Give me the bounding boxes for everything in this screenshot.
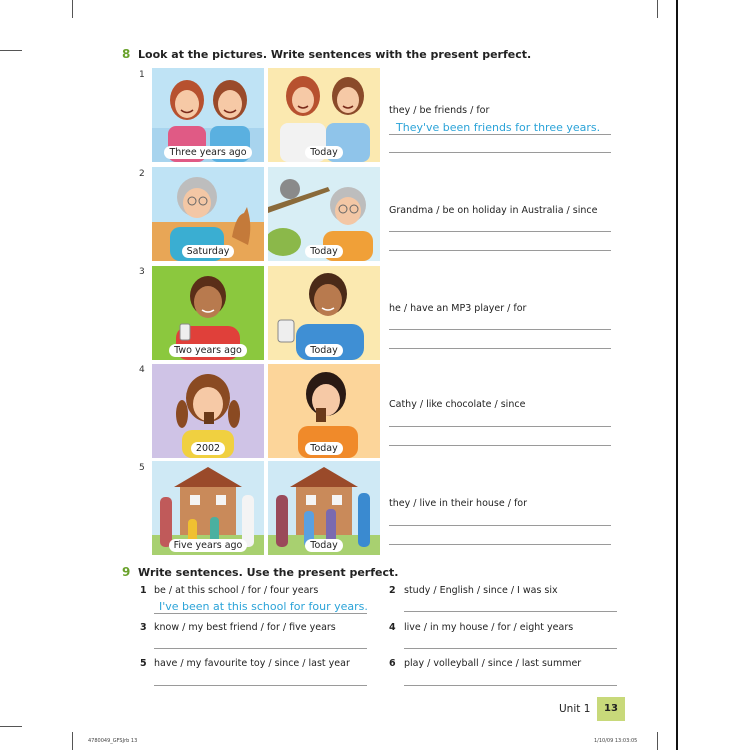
answer-line[interactable] [154,648,367,649]
item-number: 4 [389,622,396,633]
item-number: 5 [140,658,147,669]
answer-line[interactable] [389,152,611,153]
page-number: 13 [597,697,625,721]
exercise-9-item: play / volleyball / since / last summer [404,658,582,669]
picture-caption: Today [305,245,342,258]
answer-line[interactable] [389,544,611,545]
item-number: 6 [389,658,396,669]
picture-cathy-2002 [152,364,264,458]
answer-line[interactable] [154,685,367,686]
picture-boy-today [268,266,380,360]
picture-caption: Three years ago [164,146,251,159]
exercise-8-answer: They've been friends for three years. [396,121,601,134]
exercise-9-instruction: Write sentences. Use the present perfect. [138,566,399,579]
crop-mark [0,726,22,727]
picture-family-today [268,461,380,555]
exercise-9-item: live / in my house / for / eight years [404,622,574,633]
row-number: 2 [139,169,145,179]
answer-line[interactable] [389,426,611,427]
item-number: 2 [389,585,396,596]
row-number: 4 [139,365,145,375]
crop-mark [657,732,658,750]
exercise-9-item: study / English / since / I was six [404,585,558,596]
answer-line[interactable] [389,445,611,446]
picture-boy-two-years-ago [152,266,264,360]
exercise-8-prompt: they / live in their house / for [389,498,528,509]
answer-line[interactable] [389,329,611,330]
row-number: 1 [139,70,145,80]
picture-caption: Five years ago [169,539,248,552]
row-number: 5 [139,463,145,473]
exercise-9-number: 9 [122,565,131,579]
exercise-8-prompt: Cathy / like chocolate / since [389,399,526,410]
exercise-8-prompt: Grandma / be on holiday in Australia / since [389,205,598,216]
crop-mark [657,0,658,18]
picture-caption: Today [305,539,342,552]
picture-caption: Saturday [182,245,235,258]
picture-caption: 2002 [191,442,225,455]
picture-grandma-saturday [152,167,264,261]
exercise-8-prompt: they / be friends / for [389,105,490,116]
item-number: 3 [140,622,147,633]
picture-friends-today [268,68,380,162]
picture-family-five-years-ago [152,461,264,555]
exercise-9-item: have / my favourite toy / since / last year [154,658,350,669]
exercise-9-item: know / my best friend / for / five years [154,622,336,633]
answer-line[interactable] [389,525,611,526]
answer-line[interactable] [389,348,611,349]
exercise-9-item: be / at this school / for / four years [154,585,319,596]
print-slug-right: 1/10/09 13:03:05 [594,738,638,744]
picture-caption: Today [305,442,342,455]
answer-line[interactable] [389,134,611,135]
picture-caption: Today [305,146,342,159]
answer-line[interactable] [404,685,617,686]
picture-grandma-today [268,167,380,261]
row-number: 3 [139,267,145,277]
exercise-8-instruction: Look at the pictures. Write sentences with the present perfect. [138,48,532,61]
exercise-8-prompt: he / have an MP3 player / for [389,303,527,314]
answer-line[interactable] [404,611,617,612]
crop-mark [72,0,73,18]
exercise-9-answer: I've been at this school for four years. [159,600,368,613]
answer-line[interactable] [389,250,611,251]
answer-line[interactable] [389,231,611,232]
crop-mark [0,50,22,51]
unit-label: Unit 1 [559,703,591,715]
picture-caption: Two years ago [169,344,247,357]
crop-mark [676,0,678,750]
picture-friends-past [152,68,264,162]
picture-caption: Today [305,344,342,357]
answer-line[interactable] [404,648,617,649]
exercise-8-number: 8 [122,47,131,61]
print-slug-left: 4780049_GFSJrb 13 [88,738,138,744]
picture-cathy-today [268,364,380,458]
answer-line[interactable] [154,613,367,614]
item-number: 1 [140,585,147,596]
crop-mark [72,732,73,750]
